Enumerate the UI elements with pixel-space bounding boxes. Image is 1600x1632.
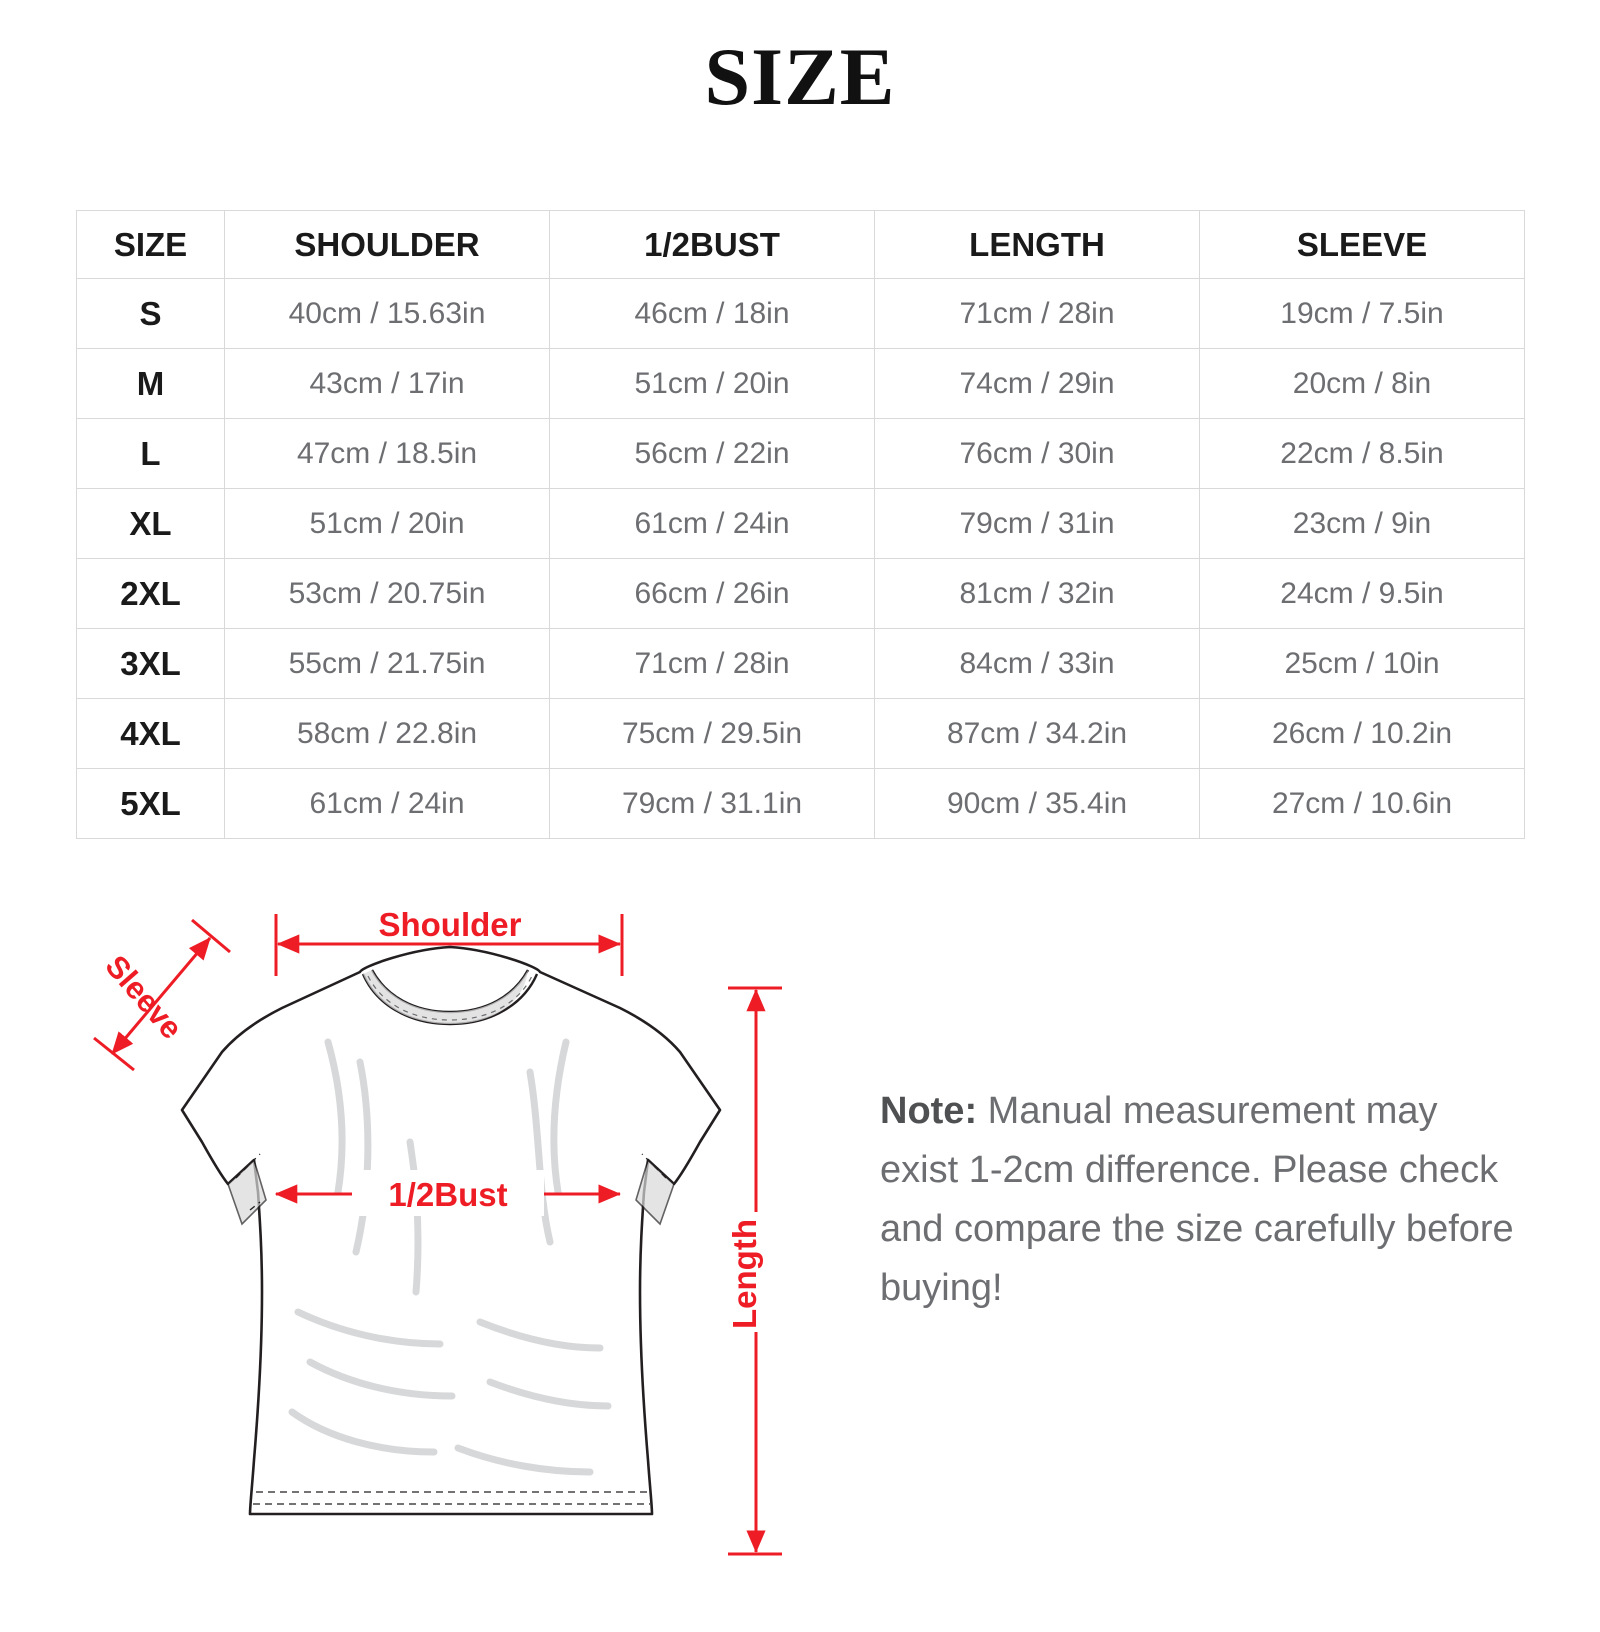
cell-size: XL	[77, 489, 225, 559]
note-label: Note:	[880, 1090, 978, 1132]
size-chart-table-wrapper	[76, 210, 1524, 839]
column-header-size: SIZE	[77, 211, 225, 279]
cell-sleeve: 24cm / 9.5in	[1200, 559, 1525, 629]
label-length: Length	[726, 1219, 763, 1329]
cell-half-bust: 46cm / 18in	[550, 279, 875, 349]
table-row	[77, 769, 1525, 839]
cell-length: 81cm / 32in	[875, 559, 1200, 629]
cell-shoulder: 51cm / 20in	[225, 489, 550, 559]
cell-sleeve: 26cm / 10.2in	[1200, 699, 1525, 769]
table-row	[77, 279, 1525, 349]
table-header-row	[77, 211, 1525, 279]
cell-size: L	[77, 419, 225, 489]
cell-shoulder: 55cm / 21.75in	[225, 629, 550, 699]
table-row	[77, 349, 1525, 419]
table-row	[77, 699, 1525, 769]
cell-shoulder: 61cm / 24in	[225, 769, 550, 839]
cell-sleeve: 23cm / 9in	[1200, 489, 1525, 559]
cell-size: 2XL	[77, 559, 225, 629]
cell-size: 3XL	[77, 629, 225, 699]
cell-size: 4XL	[77, 699, 225, 769]
note-block	[880, 1082, 1520, 1318]
cell-shoulder: 40cm / 15.63in	[225, 279, 550, 349]
size-chart-table	[76, 210, 1525, 839]
note-text: Manual measurement may exist 1-2cm difference. Please check and compare the size carefully before buying!	[880, 1090, 1514, 1309]
cell-length: 87cm / 34.2in	[875, 699, 1200, 769]
cell-shoulder: 43cm / 17in	[225, 349, 550, 419]
cell-shoulder: 58cm / 22.8in	[225, 699, 550, 769]
table-row	[77, 559, 1525, 629]
cell-half-bust: 66cm / 26in	[550, 559, 875, 629]
cell-half-bust: 75cm / 29.5in	[550, 699, 875, 769]
cell-sleeve: 20cm / 8in	[1200, 349, 1525, 419]
table-row	[77, 489, 1525, 559]
cell-half-bust: 61cm / 24in	[550, 489, 875, 559]
page-title: SIZE	[704, 31, 896, 122]
cell-size: 5XL	[77, 769, 225, 839]
cell-length: 74cm / 29in	[875, 349, 1200, 419]
cell-half-bust: 56cm / 22in	[550, 419, 875, 489]
tshirt-measurement-diagram	[60, 892, 840, 1592]
cell-half-bust: 71cm / 28in	[550, 629, 875, 699]
column-header-shoulder: SHOULDER	[225, 211, 550, 279]
cell-length: 71cm / 28in	[875, 279, 1200, 349]
cell-half-bust: 51cm / 20in	[550, 349, 875, 419]
table-row	[77, 629, 1525, 699]
column-header-half-bust: 1/2BUST	[550, 211, 875, 279]
cell-length: 84cm / 33in	[875, 629, 1200, 699]
cell-shoulder: 47cm / 18.5in	[225, 419, 550, 489]
label-half-bust: 1/2Bust	[388, 1176, 508, 1213]
cell-shoulder: 53cm / 20.75in	[225, 559, 550, 629]
cell-sleeve: 25cm / 10in	[1200, 629, 1525, 699]
cell-length: 79cm / 31in	[875, 489, 1200, 559]
cell-sleeve: 19cm / 7.5in	[1200, 279, 1525, 349]
label-sleeve: Sleeve	[98, 948, 190, 1046]
cell-length: 90cm / 35.4in	[875, 769, 1200, 839]
column-header-length: LENGTH	[875, 211, 1200, 279]
cell-half-bust: 79cm / 31.1in	[550, 769, 875, 839]
cell-sleeve: 27cm / 10.6in	[1200, 769, 1525, 839]
table-row	[77, 419, 1525, 489]
cell-size: S	[77, 279, 225, 349]
label-shoulder: Shoulder	[378, 906, 522, 943]
cell-size: M	[77, 349, 225, 419]
cell-sleeve: 22cm / 8.5in	[1200, 419, 1525, 489]
cell-length: 76cm / 30in	[875, 419, 1200, 489]
column-header-sleeve: SLEEVE	[1200, 211, 1525, 279]
